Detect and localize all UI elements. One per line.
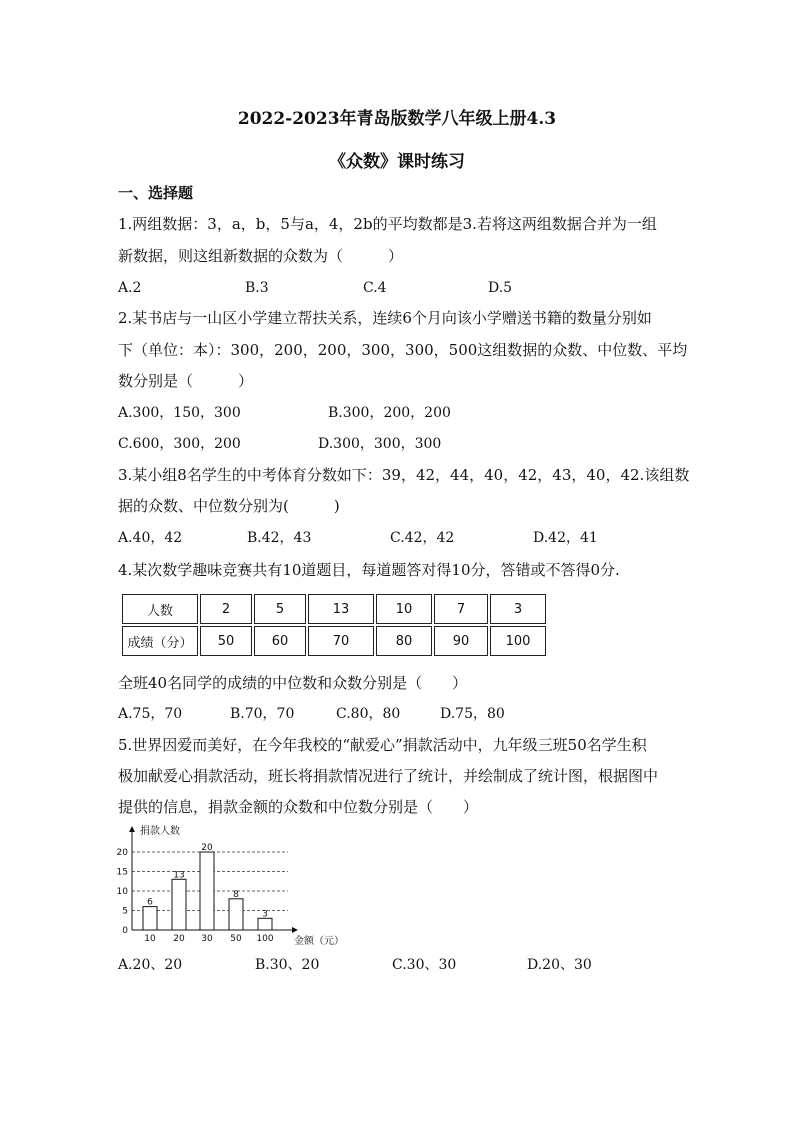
- score-table: [120, 592, 548, 658]
- chart-y-tick-label: 5: [122, 906, 128, 917]
- question-5-option-a: A.20、20: [118, 957, 183, 973]
- section-heading: 一、选择题: [118, 184, 194, 202]
- table-cell: 70: [308, 626, 374, 656]
- question-1-text: 新数据，则这组新数据的众数为（ ）: [118, 247, 404, 265]
- page-title: 2022-2023年青岛版数学八年级上册4.3: [237, 109, 557, 129]
- question-5-text: 5.世界因爱而美好，在今年我校的“献爱心”捐款活动中，九年级三班50名学生积: [118, 736, 647, 754]
- chart-x-axis-arrow: [292, 927, 298, 933]
- question-3-text: 据的众数、中位数分别为( ): [118, 497, 340, 515]
- chart-x-tick-label: 100: [256, 934, 274, 944]
- question-1-option-b: B.3: [245, 280, 269, 296]
- table-cell: 2: [200, 594, 252, 624]
- chart-bar: [229, 899, 243, 930]
- chart-y-tick-label: 10: [116, 887, 128, 897]
- table-row-label: 成绩（分）: [122, 626, 198, 656]
- question-2-option-a: A.300，150，300: [118, 405, 241, 421]
- table-cell: 100: [490, 626, 546, 656]
- question-1-option-d: D.5: [488, 280, 513, 296]
- table-cell: 50: [200, 626, 252, 656]
- chart-x-tick-label: 50: [230, 934, 242, 944]
- table-cell: 10: [376, 594, 432, 624]
- question-2-option-d: D.300，300，300: [318, 436, 442, 452]
- table-row: [122, 594, 546, 624]
- chart-data-label: 8: [233, 889, 239, 900]
- question-3-option-c: C.42，42: [390, 530, 455, 546]
- question-5-text: 提供的信息，捐款金额的众数和中位数分别是（ ）: [118, 798, 479, 816]
- question-3-option-b: B.42，43: [247, 530, 312, 546]
- chart-data-label: 20: [201, 843, 213, 853]
- question-4-option-d: D.75，80: [440, 706, 505, 722]
- question-5-text: 极加献爱心捐款活动，班长将捐款情况进行了统计，并绘制成了统计图，根据图中: [118, 767, 659, 785]
- question-5-option-c: C.30、30: [392, 957, 457, 973]
- question-2-text: 数分别是（ ）: [118, 372, 254, 390]
- chart-x-tick-label: 30: [201, 934, 213, 944]
- question-4-text: 全班40名同学的成绩的中位数和众数分别是（ ）: [118, 674, 468, 692]
- chart-data-label: 6: [147, 897, 153, 908]
- chart-x-tick-label: 10: [144, 934, 156, 944]
- chart-data-label: 13: [173, 870, 185, 881]
- table-row-label: 人数: [122, 594, 198, 624]
- chart-y-tick-label: 15: [116, 867, 128, 878]
- question-2-text: 2.某书店与一山区小学建立帮扶关系，连续6个月向该小学赠送书籍的数量分别如: [118, 309, 652, 327]
- question-2-text: 下（单位：本）：300，200，200，300，300，500这组数据的众数、中位数、平均: [118, 341, 688, 359]
- chart-x-axis-label: 金额（元）: [294, 936, 344, 947]
- table-cell: 60: [254, 626, 306, 656]
- question-4-option-a: A.75，70: [118, 706, 183, 722]
- table-cell: 5: [254, 594, 306, 624]
- chart-bar: [200, 852, 214, 930]
- chart-bar: [258, 918, 272, 930]
- question-5-option-b: B.30、20: [255, 957, 320, 973]
- table-cell: 13: [308, 594, 374, 624]
- question-3-text: 3.某小组8名学生的中考体育分数如下：39，42，44，40，42，43，40，42.该组数: [118, 466, 690, 484]
- donation-bar-chart: [110, 822, 350, 952]
- question-2-option-c: C.600，300，200: [118, 436, 241, 452]
- table-row: [122, 626, 546, 656]
- table-cell: 90: [434, 626, 488, 656]
- chart-y-tick-label: 0: [122, 926, 128, 936]
- chart-data-label: 3: [262, 909, 268, 920]
- chart-y-tick-label: 20: [116, 848, 128, 858]
- question-4-text: 4.某次数学趣味竞赛共有10道题目，每道题答对得10分，答错或不答得0分.: [118, 561, 620, 579]
- chart-y-axis-label: 捐款人数: [140, 826, 180, 837]
- question-3-option-d: D.42，41: [533, 530, 598, 546]
- table-cell: 3: [490, 594, 546, 624]
- question-1-text: 1.两组数据：3，a，b，5与a，4，2b的平均数都是3.若将这两组数据合并为一组: [118, 215, 657, 233]
- chart-x-tick-label: 20: [173, 934, 185, 944]
- question-4-option-c: C.80，80: [336, 706, 401, 722]
- question-5-option-d: D.20、30: [527, 957, 592, 973]
- table-cell: 80: [376, 626, 432, 656]
- page-subtitle: 《众数》课时练习: [329, 152, 465, 172]
- chart-bar: [143, 907, 157, 930]
- chart-bar: [172, 879, 186, 930]
- table-cell: 7: [434, 594, 488, 624]
- question-3-option-a: A.40，42: [118, 530, 183, 546]
- question-2-option-b: B.300，200，200: [328, 405, 451, 421]
- chart-y-axis-arrow: [129, 826, 135, 832]
- question-1-option-c: C.4: [363, 280, 387, 296]
- question-1-option-a: A.2: [118, 280, 142, 296]
- question-4-option-b: B.70，70: [230, 706, 295, 722]
